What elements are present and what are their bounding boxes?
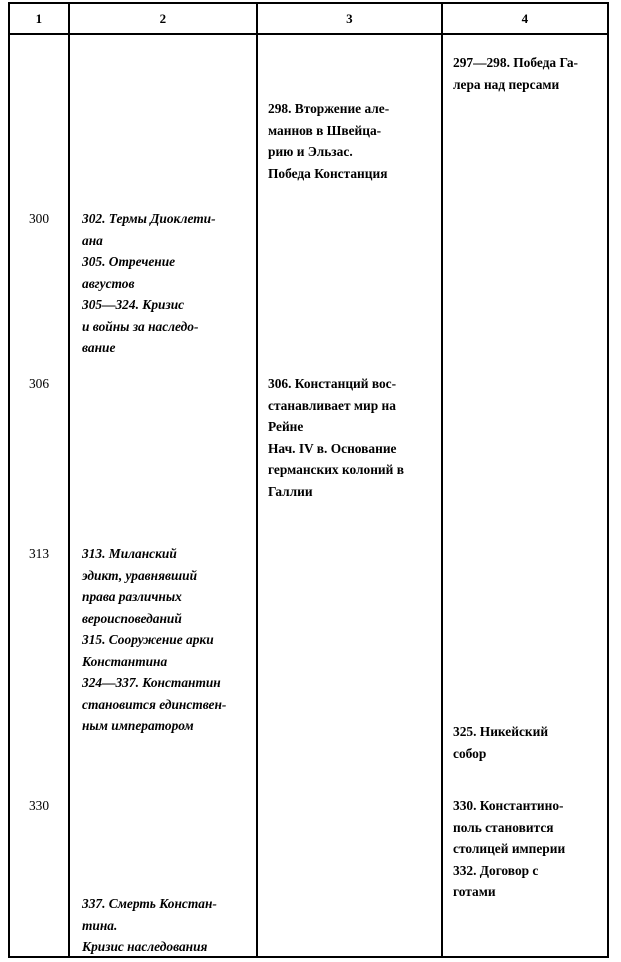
entry-line: 332. Договор с — [453, 862, 539, 878]
entry-line: Рейне — [268, 419, 304, 434]
entry-line: 325. Никейский — [453, 724, 549, 739]
entry-line: готами — [453, 884, 496, 899]
entry-line: тина. — [82, 917, 118, 933]
entry-line: столицей империи — [453, 841, 566, 856]
entry-line: 315. Сооружение арки — [82, 632, 214, 647]
table-entry — [82, 543, 252, 737]
table-header-row — [10, 4, 607, 35]
entry-line: ана — [82, 232, 103, 248]
table-entry — [453, 721, 605, 764]
entry-line: рию и Эльзас. — [268, 144, 353, 159]
entry-line: Победа Констанция — [268, 165, 388, 181]
column-header-4: 4 — [441, 4, 607, 33]
table-entry — [82, 893, 252, 958]
entry-line: эдикт, уравнявший — [82, 567, 198, 583]
entry-line: вероисповеданий — [82, 610, 182, 626]
table-entry — [82, 208, 252, 359]
column-header-2: 2 — [68, 4, 256, 33]
entry-line: 337. Смерть Констан- — [82, 896, 217, 911]
entry-line: германских колоний в — [268, 462, 404, 477]
year-marker: 330 — [28, 798, 50, 813]
military-events-column — [258, 35, 441, 956]
table-entry — [268, 373, 435, 502]
years-column — [10, 35, 68, 956]
entry-line: 298. Вторжение але- — [268, 101, 390, 116]
entry-line: 313. Миланский — [82, 546, 177, 561]
table-body — [10, 35, 607, 956]
entry-line: собор — [453, 745, 487, 761]
table-entry — [268, 98, 435, 184]
column-header-3: 3 — [256, 4, 441, 33]
column-header-1: 1 — [35, 10, 43, 26]
chronology-table — [8, 2, 609, 958]
entry-line: вание — [82, 340, 116, 355]
external-events-column — [443, 35, 611, 956]
entry-line: ным императором — [82, 718, 194, 733]
year-marker: 300 — [28, 211, 50, 226]
entry-line: Нач. IV в. Основание — [268, 440, 397, 456]
table-entry — [453, 52, 605, 95]
table-entry — [453, 795, 605, 903]
entry-line: 305. Отречение — [82, 254, 176, 269]
entry-line: августов — [82, 275, 135, 291]
entry-line: станавливает мир на — [268, 397, 396, 413]
entry-line: права различных — [82, 589, 182, 604]
entry-line: 306. Констанций вос- — [268, 376, 397, 391]
entry-line: становится единствен- — [82, 696, 227, 712]
entry-line: 324—337. Константин — [82, 675, 221, 690]
entry-line: 302. Термы Диоклети- — [82, 211, 216, 226]
year-marker: 313 — [28, 546, 50, 561]
entry-line: 297—298. Победа Га- — [453, 55, 578, 70]
entry-line: Константина — [82, 653, 168, 669]
entry-line: и войны за наследо- — [82, 318, 199, 334]
entry-line: Кризис наследования — [82, 939, 208, 954]
entry-line: 305—324. Кризис — [82, 297, 185, 312]
entry-line: лера над персами — [453, 76, 560, 92]
entry-line: Галлии — [268, 483, 313, 499]
year-marker: 306 — [28, 376, 50, 391]
entry-line: 330. Константино- — [453, 798, 564, 813]
internal-events-column — [70, 35, 256, 956]
entry-line: поль становится — [453, 819, 554, 835]
entry-line: маннов в Швейца- — [268, 122, 382, 138]
